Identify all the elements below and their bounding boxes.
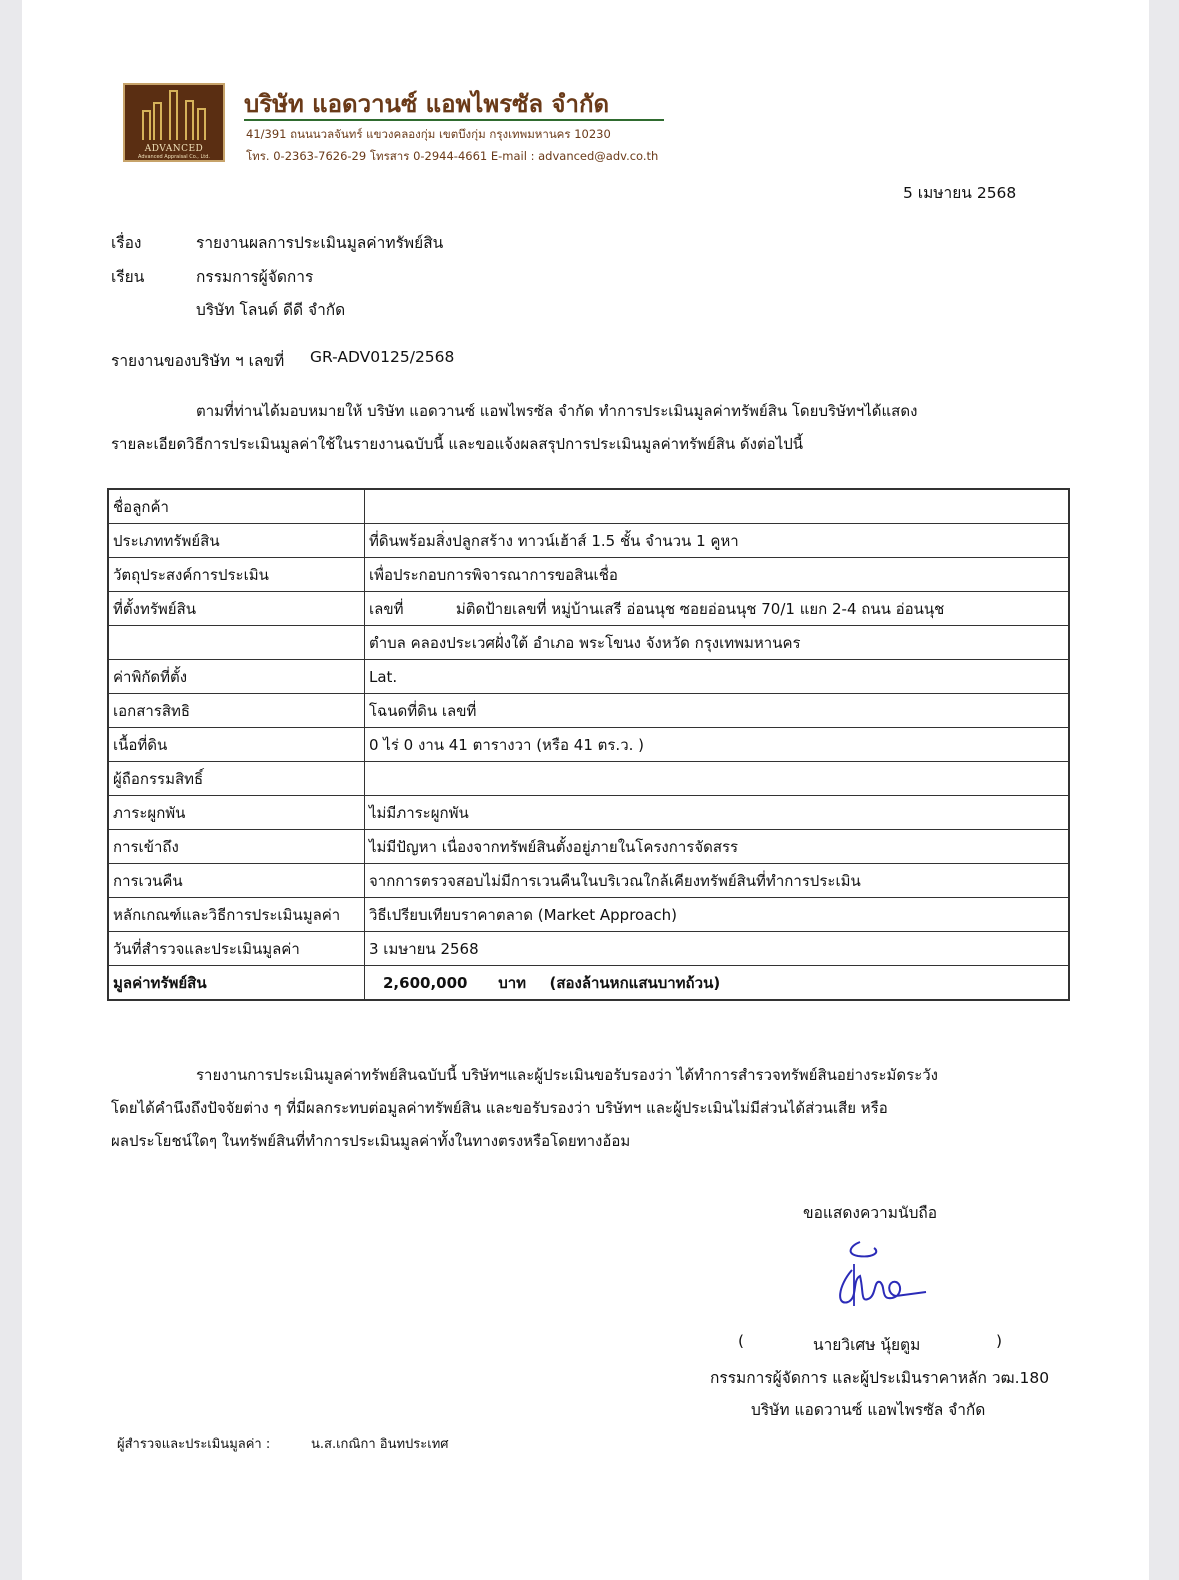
table-row — [108, 864, 1069, 898]
row-value: จากการตรวจสอบไม่มีการเวนคืนในบริเวณใกล้เคียงทรัพย์สินที่ทำการประเมิน — [365, 864, 1070, 898]
closing-text: ขอแสดงความนับถือ — [803, 1204, 938, 1222]
property-value-amount: 2,600,000 — [383, 973, 468, 992]
to-line-1: กรรมการผู้จัดการ — [196, 268, 314, 286]
table-row — [108, 694, 1069, 728]
row-label: หลักเกณฑ์และวิธีการประเมินมูลค่า — [108, 898, 365, 932]
property-value-row — [108, 966, 1069, 1001]
header-divider — [244, 119, 664, 121]
row-label: วัตถุประสงค์การประเมิน — [108, 558, 365, 592]
logo-subtext: Advanced Appraisal Co., Ltd. — [138, 154, 210, 160]
row-value: ตำบล คลองประเวศฝั่งใต้ อำเภอ พระโขนง จังหวัด กรุงเทพมหานคร — [365, 626, 1070, 660]
table-row — [108, 762, 1069, 796]
property-value-cell — [365, 966, 1070, 1001]
row-value: 0 ไร่ 0 งาน 41 ตารางวา (หรือ 41 ตร.ว. ) — [365, 728, 1070, 762]
appraisal-summary-table — [107, 488, 1070, 1001]
signer-close-paren: ) — [996, 1332, 1003, 1350]
logo-word: ADVANCED — [144, 144, 204, 154]
to-label: เรียน — [111, 268, 145, 286]
surveyor-label: ผู้สำรวจและประเมินมูลค่า : — [117, 1437, 271, 1452]
row-value — [365, 489, 1070, 524]
document-date: 5 เมษายน 2568 — [903, 184, 1017, 202]
row-value: วิธีเปรียบเทียบราคาตลาด (Market Approach) — [365, 898, 1070, 932]
row-value: Lat. — [365, 660, 1070, 694]
property-value-unit: บาท — [498, 973, 527, 992]
row-value: ไม่มีปัญหา เนื่องจากทรัพย์สินตั้งอยู่ภายในโครงการจัดสรร — [365, 830, 1070, 864]
report-number: GR-ADV0125/2568 — [310, 348, 455, 366]
row-value: ไม่มีภาระผูกพัน — [365, 796, 1070, 830]
row-label: ประเภททรัพย์สิน — [108, 524, 365, 558]
table-row — [108, 830, 1069, 864]
report-number-label: รายงานของบริษัท ฯ เลขที่ — [111, 352, 285, 370]
row-label — [108, 626, 365, 660]
table-row — [108, 524, 1069, 558]
company-contact: โทร. 0-2363-7626-29 โทรสาร 0-2944-4661 E-mail : advanced@adv.co.th — [246, 149, 659, 163]
row-label: ที่ตั้งทรัพย์สิน — [108, 592, 365, 626]
row-label: ค่าพิกัดที่ตั้ง — [108, 660, 365, 694]
table-row — [108, 592, 1069, 626]
row-label: ภาระผูกพัน — [108, 796, 365, 830]
subject-label: เรื่อง — [111, 234, 142, 252]
to-line-2: บริษัท โลนด์ ดีดี จำกัด — [196, 301, 346, 319]
signer-open-paren: ( — [738, 1332, 745, 1350]
row-value: โฉนดที่ดิน เลขที่ — [365, 694, 1070, 728]
surveyor-name: น.ส.เกณิกา อินทประเทศ — [311, 1437, 449, 1452]
signer-name: นายวิเศษ นุ้ยตูม — [813, 1336, 921, 1354]
row-value — [365, 762, 1070, 796]
company-name: บริษัท แอดวานซ์ แอพไพรซัล จำกัด — [244, 90, 610, 118]
row-label: การเข้าถึง — [108, 830, 365, 864]
company-address: 41/391 ถนนนวลจันทร์ แขวงคลองกุ่ม เขตบึงกุ่ม กรุงเทพมหานคร 10230 — [246, 127, 611, 141]
row-value: เพื่อประกอบการพิจารณาการขอสินเชื่อ — [365, 558, 1070, 592]
table-row — [108, 796, 1069, 830]
table-row — [108, 898, 1069, 932]
row-label: เอกสารสิทธิ — [108, 694, 365, 728]
row-label: วันที่สำรวจและประเมินมูลค่า — [108, 932, 365, 966]
certification-line-1: รายงานการประเมินมูลค่าทรัพย์สินฉบับนี้ บริษัทฯและผู้ประเมินขอรับรองว่า ได้ทำการสำรวจทรัพย์สินอย่างระมัดระวัง — [196, 1066, 938, 1084]
intro-line-2: รายละเอียดวิธีการประเมินมูลค่าใช้ในรายงานฉบับนี้ และขอแจ้งผลสรุปการประเมินมูลค่าทรัพย์สิน ดังต่อไปนี้ — [111, 435, 804, 453]
certification-line-2: โดยได้คำนึงถึงปัจจัยต่าง ๆ ที่มีผลกระทบต่อมูลค่าทรัพย์สิน และขอรับรองว่า บริษัทฯ และผู้ประเมินไม่มีส่วนได้ส่วนเสีย หรือ — [111, 1099, 888, 1117]
table-row — [108, 932, 1069, 966]
row-value: เลขที่ ม่ติดป้ายเลขที่ หมู่บ้านเสรี อ่อนนุช ซอยอ่อนนุช 70/1 แยก 2-4 ถนน อ่อนนุช — [365, 592, 1070, 626]
signer-company: บริษัท แอดวานซ์ แอพไพรซัล จำกัด — [751, 1401, 986, 1419]
table-row — [108, 489, 1069, 524]
property-value-words: (สองล้านหกแสนบาทถ้วน) — [549, 973, 721, 992]
intro-line-1: ตามที่ท่านได้มอบหมายให้ บริษัท แอดวานซ์ แอพไพรซัล จำกัด ทำการประเมินมูลค่าทรัพย์สิน โดยบริษัทฯได้แสดง — [196, 402, 918, 420]
table-row — [108, 558, 1069, 592]
table-row — [108, 626, 1069, 660]
row-value: 3 เมษายน 2568 — [365, 932, 1070, 966]
signer-title: กรรมการผู้จัดการ และผู้ประเมินราคาหลัก วฒ.180 — [710, 1369, 1050, 1387]
row-label: การเวนคืน — [108, 864, 365, 898]
table-row — [108, 728, 1069, 762]
certification-line-3: ผลประโยชน์ใดๆ ในทรัพย์สินที่ทำการประเมินมูลค่าทั้งในทางตรงหรือโดยทางอ้อม — [111, 1132, 631, 1150]
handwritten-signature — [830, 1236, 930, 1316]
row-label: ชื่อลูกค้า — [108, 489, 365, 524]
row-value: ที่ดินพร้อมสิ่งปลูกสร้าง ทาวน์เฮ้าส์ 1.5 ชั้น จำนวน 1 คูหา — [365, 524, 1070, 558]
row-label: เนื้อที่ดิน — [108, 728, 365, 762]
table-row — [108, 660, 1069, 694]
subject-text: รายงานผลการประเมินมูลค่าทรัพย์สิน — [196, 234, 444, 252]
row-label: ผู้ถือกรรมสิทธิ์ — [108, 762, 365, 796]
company-logo — [123, 83, 225, 162]
property-value-label: มูลค่าทรัพย์สิน — [108, 966, 365, 1001]
